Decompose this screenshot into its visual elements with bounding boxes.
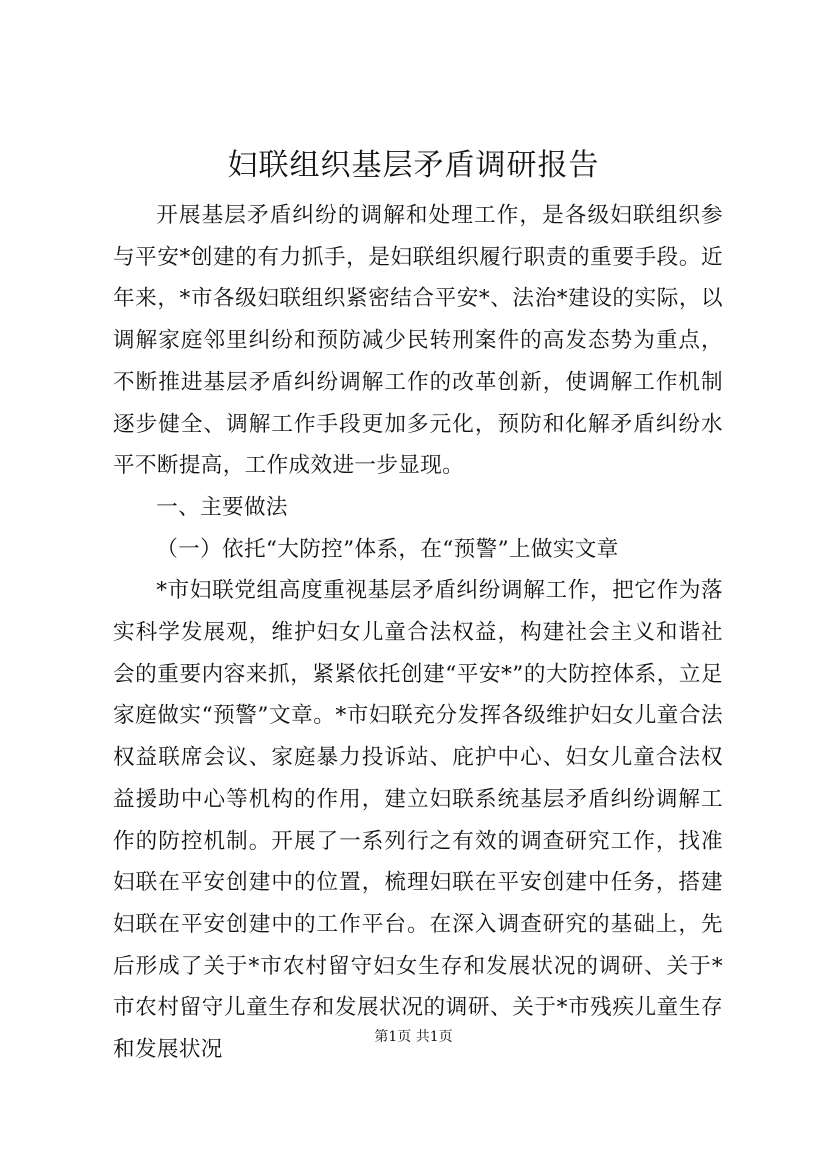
document-title: 妇联组织基层矛盾调研报告: [227, 148, 600, 183]
subsection-heading: （一）依托“大防控”体系，在“预警”上做实文章: [156, 536, 619, 562]
document-body: [113, 195, 723, 1071]
page-footer: 第1页 共1页: [374, 1029, 453, 1045]
section-heading: 一、主要做法: [156, 494, 288, 520]
intro-paragraph: 开展基层矛盾纠纷的调解和处理工作，是各级妇联组织参与平安*创建的有力抓手，是妇联组织履行职责的重要手段。近年来，*市各级妇联组织紧密结合平安*、法治*建设的实际，以调解家庭邻里纠纷和预防减少民转刑案件的高发态势为重点，不断推进基层矛盾纠纷调解工作的改革创新，使调解工作机制逐步健全、调解工作手段更加多元化，预防和化解矛盾纠纷水平不断提高，工作成效进一步显现。: [113, 203, 723, 479]
body-paragraph: *市妇联党组高度重视基层矛盾纠纷调解工作，把它作为落实科学发展观，维护妇女儿童合法权益，构建社会主义和谐社会的重要内容来抓，紧紧依托创建“平安*”的大防控体系，立足家庭做实“预警”文章。*市妇联充分发挥各级维护妇女儿童合法权益联席会议、家庭暴力投诉站、庇护中心、妇女儿童合法权益援助中心等机构的作用，建立妇联系统基层矛盾纠纷调解工作的防控机制。开展了一系列行之有效的调查研究工作，找准妇联在平安创建中的位置，梳理妇联在平安创建中任务，搭建妇联在平安创建中的工作平台。在深入调查研究的基础上，先后形成了关于*市农村留守妇女生存和发展状况的调研、关于*市农村留守儿童生存和发展状况的调研、关于*市残疾儿童生存和发展状况: [113, 578, 723, 1063]
